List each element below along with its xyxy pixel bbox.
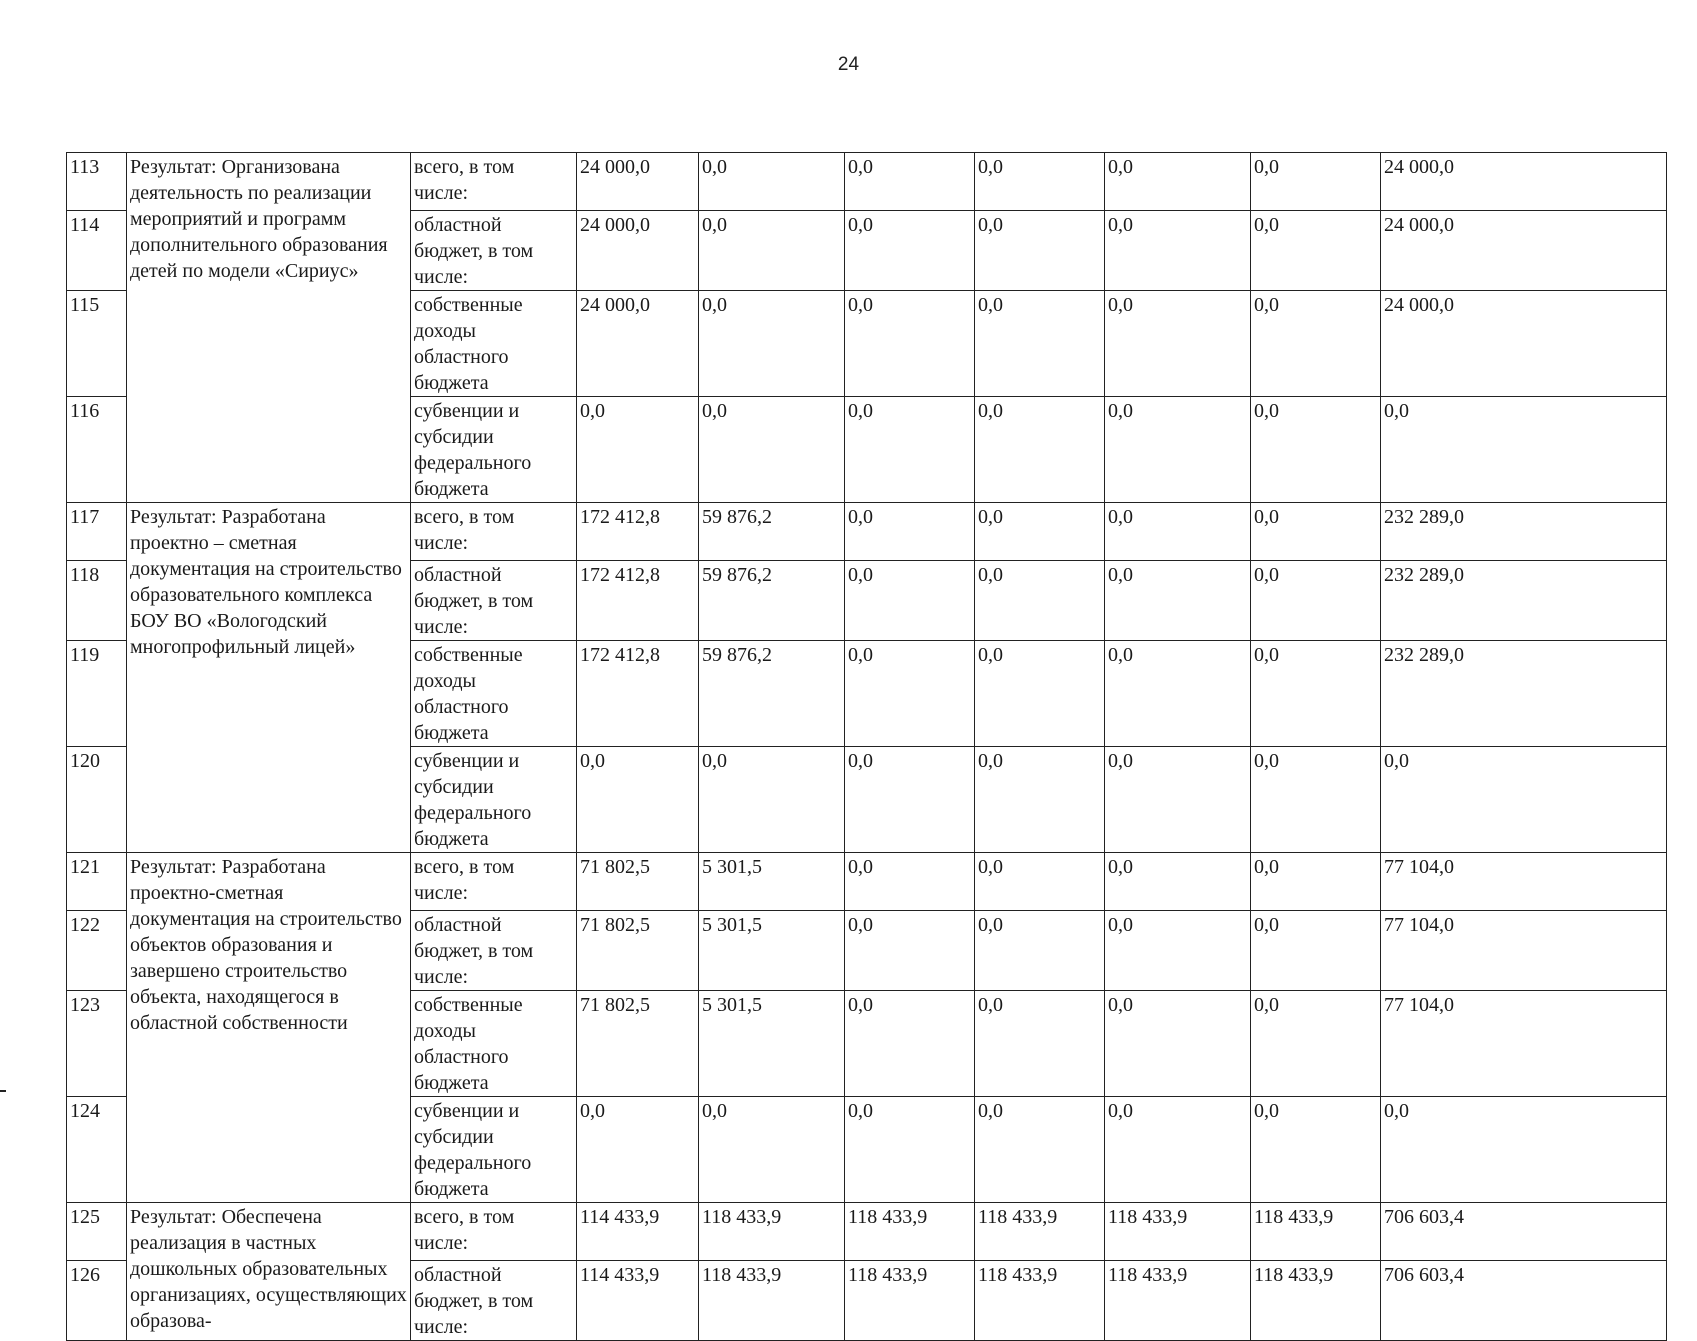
value-2026-cell: 0,0 [1251, 641, 1381, 747]
row-number-cell: 122 [67, 911, 127, 991]
table-row [67, 153, 1667, 211]
scan-edge-mark [0, 1090, 6, 1092]
value-2021-cell: 24 000,0 [577, 291, 699, 397]
value-2022-cell: 5 301,5 [699, 991, 845, 1097]
funding-source-cell: всего, в том числе: [411, 153, 577, 211]
value-total-cell: 0,0 [1381, 1097, 1667, 1203]
row-number-cell: 123 [67, 991, 127, 1097]
value-total-cell: 232 289,0 [1381, 561, 1667, 641]
value-2024-cell: 118 433,9 [975, 1261, 1105, 1341]
row-number-cell: 117 [67, 503, 127, 561]
value-2021-cell: 114 433,9 [577, 1261, 699, 1341]
value-2024-cell: 0,0 [975, 503, 1105, 561]
value-2025-cell: 0,0 [1105, 991, 1251, 1097]
value-2024-cell: 0,0 [975, 397, 1105, 503]
value-total-cell: 77 104,0 [1381, 991, 1667, 1097]
row-number-cell: 125 [67, 1203, 127, 1261]
value-2025-cell: 0,0 [1105, 747, 1251, 853]
value-2026-cell: 0,0 [1251, 291, 1381, 397]
row-number-cell: 116 [67, 397, 127, 503]
row-number-cell: 121 [67, 853, 127, 911]
value-2025-cell: 118 433,9 [1105, 1203, 1251, 1261]
value-2026-cell: 0,0 [1251, 153, 1381, 211]
value-total-cell: 0,0 [1381, 397, 1667, 503]
value-2025-cell: 0,0 [1105, 1097, 1251, 1203]
value-2022-cell: 0,0 [699, 153, 845, 211]
value-2025-cell: 0,0 [1105, 503, 1251, 561]
funding-source-cell: собственные доходы областного бюджета [411, 641, 577, 747]
funding-source-cell: собственные доходы областного бюджета [411, 291, 577, 397]
value-2023-cell: 0,0 [845, 397, 975, 503]
value-2022-cell: 0,0 [699, 211, 845, 291]
value-total-cell: 77 104,0 [1381, 853, 1667, 911]
value-2026-cell: 0,0 [1251, 853, 1381, 911]
value-total-cell: 706 603,4 [1381, 1261, 1667, 1341]
value-2022-cell: 59 876,2 [699, 561, 845, 641]
value-2024-cell: 0,0 [975, 211, 1105, 291]
value-2024-cell: 0,0 [975, 911, 1105, 991]
value-total-cell: 24 000,0 [1381, 291, 1667, 397]
value-2024-cell: 0,0 [975, 561, 1105, 641]
value-2025-cell: 0,0 [1105, 211, 1251, 291]
value-2024-cell: 0,0 [975, 1097, 1105, 1203]
value-2023-cell: 0,0 [845, 747, 975, 853]
value-2023-cell: 0,0 [845, 561, 975, 641]
value-2022-cell: 5 301,5 [699, 853, 845, 911]
value-total-cell: 706 603,4 [1381, 1203, 1667, 1261]
result-description-cell: Результат: Обеспечена реализация в частных дошкольных образовательных организациях, осуществляющих образова- [127, 1203, 411, 1341]
value-2023-cell: 0,0 [845, 641, 975, 747]
value-2023-cell: 0,0 [845, 991, 975, 1097]
budget-table [66, 152, 1667, 1341]
funding-source-cell: областной бюджет, в том числе: [411, 561, 577, 641]
value-2021-cell: 24 000,0 [577, 211, 699, 291]
funding-source-cell: субвенции и субсидии федерального бюджета [411, 397, 577, 503]
value-2026-cell: 0,0 [1251, 503, 1381, 561]
value-2022-cell: 118 433,9 [699, 1261, 845, 1341]
value-2023-cell: 0,0 [845, 1097, 975, 1203]
result-description-cell: Результат: Организована деятельность по реализации мероприятий и программ дополнительного образования детей по модели «Сириус» [127, 153, 411, 503]
value-2021-cell: 71 802,5 [577, 991, 699, 1097]
value-2024-cell: 0,0 [975, 991, 1105, 1097]
value-2021-cell: 114 433,9 [577, 1203, 699, 1261]
row-number-cell: 113 [67, 153, 127, 211]
value-2024-cell: 0,0 [975, 747, 1105, 853]
value-2022-cell: 0,0 [699, 291, 845, 397]
row-number-cell: 114 [67, 211, 127, 291]
value-2021-cell: 172 412,8 [577, 561, 699, 641]
value-2024-cell: 0,0 [975, 853, 1105, 911]
value-2023-cell: 0,0 [845, 503, 975, 561]
value-2026-cell: 0,0 [1251, 747, 1381, 853]
funding-source-cell: областной бюджет, в том числе: [411, 911, 577, 991]
funding-source-cell: областной бюджет, в том числе: [411, 211, 577, 291]
table-row [67, 1203, 1667, 1261]
value-2021-cell: 24 000,0 [577, 153, 699, 211]
funding-source-cell: всего, в том числе: [411, 503, 577, 561]
value-2025-cell: 118 433,9 [1105, 1261, 1251, 1341]
value-2024-cell: 0,0 [975, 153, 1105, 211]
value-2026-cell: 0,0 [1251, 397, 1381, 503]
value-2022-cell: 5 301,5 [699, 911, 845, 991]
value-2022-cell: 0,0 [699, 397, 845, 503]
value-2026-cell: 0,0 [1251, 561, 1381, 641]
value-2023-cell: 0,0 [845, 153, 975, 211]
funding-source-cell: субвенции и субсидии федерального бюджета [411, 747, 577, 853]
value-total-cell: 77 104,0 [1381, 911, 1667, 991]
value-2025-cell: 0,0 [1105, 561, 1251, 641]
value-2022-cell: 59 876,2 [699, 503, 845, 561]
value-2023-cell: 0,0 [845, 291, 975, 397]
value-2025-cell: 0,0 [1105, 853, 1251, 911]
value-2026-cell: 0,0 [1251, 211, 1381, 291]
value-2024-cell: 0,0 [975, 641, 1105, 747]
funding-source-cell: всего, в том числе: [411, 1203, 577, 1261]
value-2025-cell: 0,0 [1105, 291, 1251, 397]
value-total-cell: 24 000,0 [1381, 153, 1667, 211]
value-total-cell: 232 289,0 [1381, 641, 1667, 747]
value-total-cell: 232 289,0 [1381, 503, 1667, 561]
result-description-cell: Результат: Разработана проектно-сметная документация на строительство объектов образования и завершено строительство объекта, находящегося в областной собственности [127, 853, 411, 1203]
value-2024-cell: 0,0 [975, 291, 1105, 397]
funding-source-cell: субвенции и субсидии федерального бюджета [411, 1097, 577, 1203]
value-2026-cell: 0,0 [1251, 911, 1381, 991]
value-2023-cell: 0,0 [845, 853, 975, 911]
value-2023-cell: 0,0 [845, 211, 975, 291]
value-2025-cell: 0,0 [1105, 397, 1251, 503]
table-row [67, 503, 1667, 561]
value-2025-cell: 0,0 [1105, 641, 1251, 747]
value-2022-cell: 0,0 [699, 747, 845, 853]
value-2026-cell: 118 433,9 [1251, 1203, 1381, 1261]
value-2024-cell: 118 433,9 [975, 1203, 1105, 1261]
page-number: 24 [837, 54, 860, 75]
row-number-cell: 126 [67, 1261, 127, 1341]
value-2022-cell: 118 433,9 [699, 1203, 845, 1261]
value-2025-cell: 0,0 [1105, 911, 1251, 991]
row-number-cell: 120 [67, 747, 127, 853]
value-total-cell: 0,0 [1381, 747, 1667, 853]
row-number-cell: 124 [67, 1097, 127, 1203]
value-2023-cell: 118 433,9 [845, 1203, 975, 1261]
value-2022-cell: 59 876,2 [699, 641, 845, 747]
value-2021-cell: 0,0 [577, 397, 699, 503]
value-2021-cell: 0,0 [577, 1097, 699, 1203]
funding-source-cell: областной бюджет, в том числе: [411, 1261, 577, 1341]
result-description-cell: Результат: Разработана проектно – сметная документация на строительство образовательного комплекса БОУ ВО «Вологодский многопрофильный лицей» [127, 503, 411, 853]
value-2023-cell: 0,0 [845, 911, 975, 991]
value-2026-cell: 0,0 [1251, 1097, 1381, 1203]
value-2021-cell: 172 412,8 [577, 641, 699, 747]
value-2021-cell: 71 802,5 [577, 853, 699, 911]
funding-source-cell: собственные доходы областного бюджета [411, 991, 577, 1097]
table-row [67, 853, 1667, 911]
value-2021-cell: 0,0 [577, 747, 699, 853]
value-2026-cell: 0,0 [1251, 991, 1381, 1097]
value-2025-cell: 0,0 [1105, 153, 1251, 211]
value-2026-cell: 118 433,9 [1251, 1261, 1381, 1341]
funding-source-cell: всего, в том числе: [411, 853, 577, 911]
value-2023-cell: 118 433,9 [845, 1261, 975, 1341]
value-2021-cell: 172 412,8 [577, 503, 699, 561]
row-number-cell: 119 [67, 641, 127, 747]
row-number-cell: 115 [67, 291, 127, 397]
value-total-cell: 24 000,0 [1381, 211, 1667, 291]
value-2021-cell: 71 802,5 [577, 911, 699, 991]
row-number-cell: 118 [67, 561, 127, 641]
value-2022-cell: 0,0 [699, 1097, 845, 1203]
